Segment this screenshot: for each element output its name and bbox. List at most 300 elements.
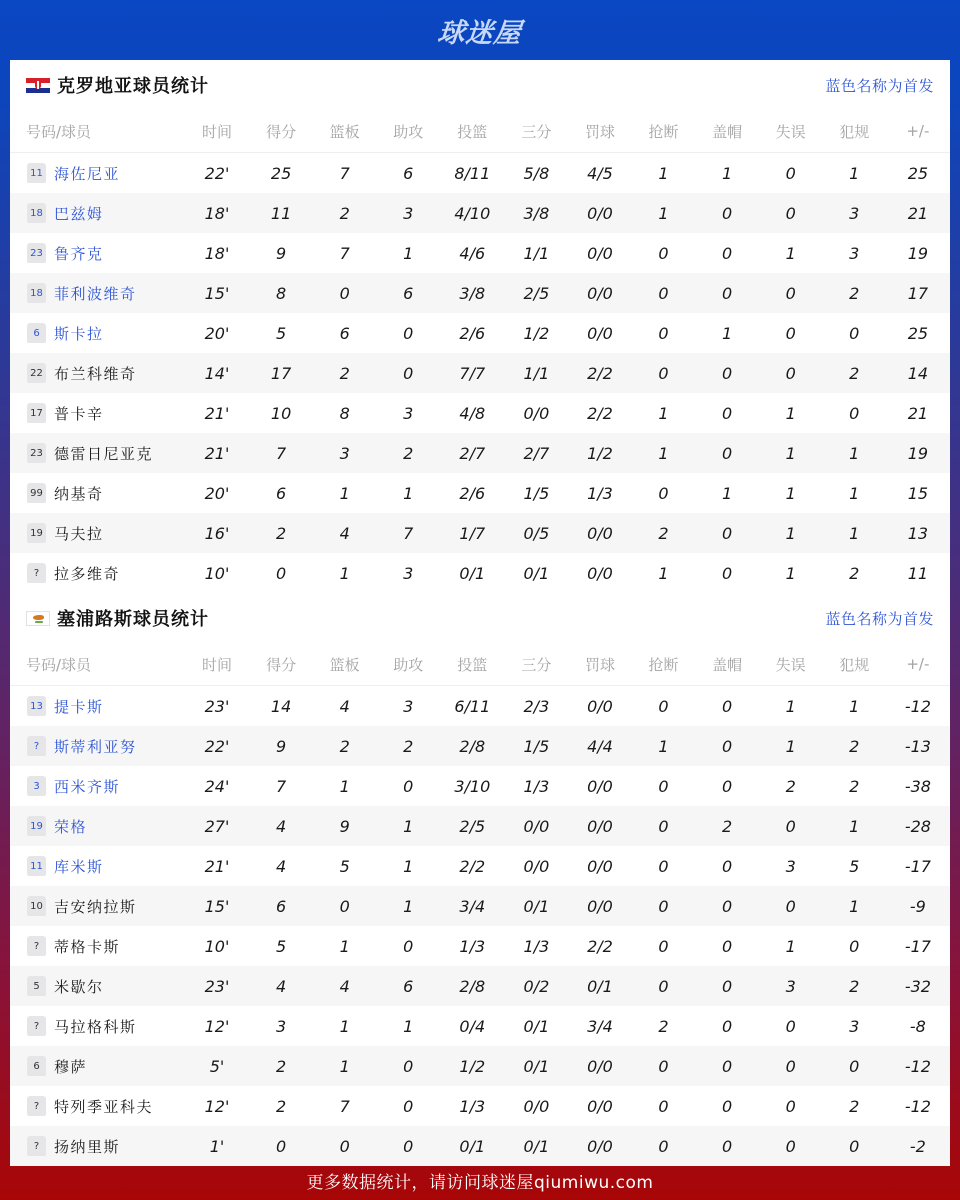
stat-turnovers: 1: [759, 433, 823, 473]
stat-turnovers: 0: [759, 353, 823, 393]
player-row[interactable]: [10, 1086, 950, 1126]
player-cell[interactable]: [10, 806, 185, 846]
stat-turnovers: 3: [759, 966, 823, 1006]
column-header-blocks: 盖帽: [696, 110, 759, 153]
player-row[interactable]: [10, 273, 950, 313]
stat-steals: 1: [658, 163, 669, 183]
player-name[interactable]: 德雷日尼亚克: [54, 444, 154, 463]
stat-steals: 0: [631, 806, 695, 846]
stat-three-pointers: 0/1: [504, 886, 568, 926]
player-name[interactable]: 马夫拉: [54, 524, 104, 543]
player-cell[interactable]: [10, 433, 185, 473]
column-header-three-pointers: 三分: [504, 643, 568, 686]
team-title: 塞浦路斯球员统计: [57, 609, 209, 630]
stat-points: 10: [270, 403, 292, 423]
stat-steals: 2: [658, 1016, 669, 1036]
player-name[interactable]: 特列季亚科夫: [54, 1097, 154, 1116]
stat-plus-minus: -13: [886, 726, 950, 766]
stat-three-pointers: 2/5: [504, 273, 568, 313]
stat-plus-minus: 21: [907, 403, 929, 423]
stat-field-goals: 3/10: [454, 776, 491, 796]
stat-blocks: 0: [696, 273, 759, 313]
player-name-starter[interactable]: 巴兹姆: [54, 204, 104, 223]
stat-plus-minus: 17: [886, 273, 950, 313]
stat-free-throws: 1/2: [568, 433, 631, 473]
player-cell[interactable]: [10, 766, 185, 806]
stat-plus-minus: 25: [907, 323, 929, 343]
stat-rebounds: 0: [313, 886, 376, 926]
stat-plus-minus: 19: [907, 243, 929, 263]
stat-rebounds: 1: [313, 1046, 376, 1086]
stat-blocks: 0: [722, 1096, 733, 1116]
stat-assists: 0: [403, 1096, 414, 1116]
stat-three-pointers: 1/1: [504, 353, 568, 393]
stat-minutes: 14': [185, 353, 249, 393]
stat-points: 14: [270, 696, 292, 716]
stat-turnovers: 0: [759, 1126, 823, 1166]
stat-points: 25: [270, 163, 292, 183]
stat-plus-minus: -2: [886, 1126, 950, 1166]
stat-plus-minus: -9: [886, 886, 950, 926]
jersey-number-icon: 19: [27, 816, 46, 836]
stat-assists: 1: [403, 483, 414, 503]
stat-steals: 0: [658, 323, 669, 343]
stat-steals: 1: [631, 193, 695, 233]
player-name-starter[interactable]: 库米斯: [54, 857, 104, 876]
stat-plus-minus: -8: [909, 1016, 926, 1036]
column-header-free-throws: 罚球: [568, 110, 631, 153]
stat-points: 0: [249, 1126, 313, 1166]
player-name[interactable]: 马拉格科斯: [54, 1017, 137, 1036]
stat-three-pointers: 0/0: [504, 806, 568, 846]
stat-turnovers: 0: [785, 1096, 796, 1116]
player-row[interactable]: [10, 966, 950, 1006]
player-row[interactable]: [10, 313, 950, 353]
player-name[interactable]: 扬纳里斯: [54, 1137, 121, 1156]
stat-steals: 0: [658, 483, 669, 503]
stat-points: 8: [249, 273, 313, 313]
stat-blocks: 0: [696, 353, 759, 393]
stat-plus-minus: 15: [907, 483, 929, 503]
stat-field-goals: 2/5: [440, 806, 504, 846]
column-header-turnovers: 失误: [759, 643, 823, 686]
stat-three-pointers: 0/1: [504, 1046, 568, 1086]
stat-field-goals: 2/6: [459, 323, 486, 343]
stat-turnovers: 0: [759, 886, 823, 926]
stat-free-throws: 3/4: [587, 1016, 613, 1036]
player-name[interactable]: 米歇尔: [54, 977, 104, 996]
player-name[interactable]: 蒂格卡斯: [54, 937, 121, 956]
stat-plus-minus: -38: [904, 776, 931, 796]
stat-assists: 2: [376, 433, 440, 473]
stat-blocks: 0: [696, 966, 759, 1006]
stat-three-pointers: 0/1: [523, 1016, 550, 1036]
stat-minutes: 22': [185, 726, 249, 766]
stats-card: [10, 60, 950, 1160]
column-header-points: 得分: [249, 643, 313, 686]
stat-turnovers: 1: [785, 403, 796, 423]
stat-free-throws: 2/2: [587, 403, 613, 423]
stat-turnovers: 0: [759, 193, 823, 233]
player-cell[interactable]: [10, 966, 185, 1006]
stat-points: 0: [275, 563, 287, 583]
player-name-starter[interactable]: 西米齐斯: [54, 777, 121, 796]
stat-field-goals: 3/8: [440, 273, 504, 313]
jersey-number-icon: 10: [27, 896, 46, 916]
stat-field-goals: 0/1: [459, 563, 486, 583]
stat-field-goals: 4/8: [459, 403, 486, 423]
stat-fouls: 0: [823, 1046, 886, 1086]
player-row[interactable]: [10, 513, 950, 553]
player-cell[interactable]: [10, 926, 185, 966]
stat-rebounds: 0: [313, 1126, 376, 1166]
stat-plus-minus: -12: [904, 696, 931, 716]
stat-free-throws: 1/3: [587, 483, 613, 503]
stat-three-pointers: 0/0: [523, 856, 550, 876]
stat-minutes: 21': [204, 856, 230, 876]
stat-rebounds: 5: [339, 856, 350, 876]
jersey-number-icon: 13: [27, 696, 46, 716]
stat-rebounds: 4: [339, 696, 350, 716]
player-name[interactable]: 拉多维奇: [54, 564, 121, 583]
stat-rebounds: 8: [339, 403, 350, 423]
stat-points: 17: [249, 353, 313, 393]
stat-turnovers: 0: [759, 806, 823, 846]
stat-blocks: 0: [722, 563, 733, 583]
section-header: [10, 60, 950, 110]
stat-fouls: 2: [823, 273, 886, 313]
stat-three-pointers: 1/3: [523, 776, 550, 796]
stat-fouls: 3: [849, 1016, 860, 1036]
stat-minutes: 18': [185, 193, 249, 233]
jersey-number-icon: 18: [27, 203, 46, 223]
site-logo[interactable]: 球迷屋: [436, 17, 524, 49]
stat-assists: 0: [376, 1046, 440, 1086]
stat-fouls: 2: [849, 776, 860, 796]
stat-fouls: 3: [849, 243, 860, 263]
stat-plus-minus: -17: [904, 936, 931, 956]
stat-field-goals: 2/8: [440, 726, 504, 766]
stat-plus-minus: 19: [886, 433, 950, 473]
player-name-starter[interactable]: 海佐尼亚: [54, 164, 121, 183]
column-header-field-goals: 投篮: [440, 110, 504, 153]
column-header-field-goals: 投篮: [440, 643, 504, 686]
stat-points: 6: [275, 483, 287, 503]
stat-free-throws: 4/5: [587, 163, 613, 183]
jersey-number-icon: 11: [27, 856, 46, 876]
jersey-number-icon: ?: [27, 1136, 46, 1156]
stat-minutes: 20': [204, 483, 230, 503]
stat-points: 9: [249, 726, 313, 766]
player-row[interactable]: [10, 1046, 950, 1086]
team-section-cyprus: [10, 593, 950, 1166]
stat-blocks: 0: [722, 776, 733, 796]
stat-rebounds: 9: [313, 806, 376, 846]
stat-turnovers: 1: [785, 563, 796, 583]
stat-blocks: 0: [696, 433, 759, 473]
team-title: 克罗地亚球员统计: [57, 76, 209, 97]
stat-assists: 0: [376, 353, 440, 393]
stat-steals: 0: [631, 1046, 695, 1086]
player-cell[interactable]: [10, 513, 185, 553]
stat-field-goals: 6/11: [454, 696, 491, 716]
stat-assists: 3: [403, 403, 414, 423]
stat-steals: 1: [631, 726, 695, 766]
stat-blocks: 0: [722, 243, 733, 263]
column-header-turnovers: 失误: [759, 110, 823, 153]
column-header-player: 号码/球员: [10, 110, 185, 153]
stat-free-throws: 0/0: [587, 856, 613, 876]
player-row[interactable]: [10, 153, 950, 194]
stat-fouls: 0: [849, 936, 860, 956]
stat-fouls: 2: [823, 726, 886, 766]
stat-free-throws: 2/2: [587, 936, 613, 956]
stat-three-pointers: 1/2: [523, 323, 550, 343]
player-stats-table: [10, 110, 950, 593]
stat-rebounds: 1: [339, 563, 350, 583]
stat-blocks: 0: [722, 936, 733, 956]
stat-three-pointers: 1/1: [523, 243, 550, 263]
stat-minutes: 15': [185, 886, 249, 926]
player-row[interactable]: [10, 193, 950, 233]
stat-rebounds: 2: [313, 353, 376, 393]
stat-turnovers: 0: [785, 323, 796, 343]
stat-turnovers: 1: [785, 243, 796, 263]
player-cell[interactable]: [10, 353, 185, 393]
stat-field-goals: 2/2: [459, 856, 486, 876]
stat-assists: 7: [376, 513, 440, 553]
stat-field-goals: 7/7: [440, 353, 504, 393]
player-name[interactable]: 纳基奇: [54, 484, 104, 503]
player-row[interactable]: [10, 926, 950, 966]
jersey-number-icon: 6: [27, 323, 46, 343]
player-name-starter[interactable]: 提卡斯: [54, 697, 104, 716]
column-header-plus-minus: +/-: [886, 110, 950, 153]
stat-assists: 3: [403, 563, 414, 583]
jersey-number-icon: 23: [27, 243, 46, 263]
stat-fouls: 2: [823, 353, 886, 393]
stat-three-pointers: 1/3: [523, 936, 550, 956]
stat-rebounds: 7: [339, 243, 350, 263]
stat-points: 4: [249, 806, 313, 846]
jersey-number-icon: 5: [27, 976, 46, 996]
player-row[interactable]: [10, 806, 950, 846]
stat-field-goals: 1/3: [459, 1096, 486, 1116]
jersey-number-icon: 11: [27, 163, 46, 183]
stat-rebounds: 4: [313, 513, 376, 553]
stat-field-goals: 1/7: [440, 513, 504, 553]
stat-points: 7: [249, 433, 313, 473]
stat-minutes: 20': [204, 323, 230, 343]
stat-minutes: 10': [204, 563, 230, 583]
player-cell[interactable]: [10, 153, 185, 194]
stat-points: 4: [275, 856, 287, 876]
player-cell[interactable]: [10, 1086, 185, 1126]
player-cell[interactable]: [10, 1046, 185, 1086]
stat-plus-minus: -12: [886, 1046, 950, 1086]
player-cell[interactable]: [10, 193, 185, 233]
player-stats-table: [10, 643, 950, 1166]
player-row[interactable]: [10, 553, 950, 593]
stat-blocks: 0: [696, 1046, 759, 1086]
stat-assists: 2: [376, 726, 440, 766]
footer-link-text[interactable]: 更多数据统计，请访问球迷屋qiumiwu.com: [306, 1172, 654, 1193]
stat-free-throws: 0/0: [587, 776, 613, 796]
player-row[interactable]: [10, 353, 950, 393]
stat-points: 2: [249, 513, 313, 553]
stat-steals: 0: [631, 353, 695, 393]
player-cell[interactable]: [10, 846, 185, 886]
starter-legend: 蓝色名称为首发: [825, 609, 934, 628]
column-header-rebounds: 篮板: [313, 110, 376, 153]
player-name-starter[interactable]: 鲁齐克: [54, 244, 104, 263]
stat-three-pointers: 0/5: [504, 513, 568, 553]
stat-minutes: 21': [204, 403, 230, 423]
stat-field-goals: 2/6: [459, 483, 486, 503]
stat-field-goals: 3/4: [440, 886, 504, 926]
player-cell[interactable]: [10, 686, 185, 727]
stat-steals: 0: [631, 273, 695, 313]
stat-fouls: 1: [849, 163, 860, 183]
stat-steals: 0: [631, 966, 695, 1006]
stat-assists: 3: [403, 696, 414, 716]
stat-turnovers: 1: [759, 726, 823, 766]
stat-assists: 1: [403, 243, 414, 263]
stat-three-pointers: 0/1: [523, 563, 550, 583]
cyprus-flag-icon: [26, 611, 50, 626]
player-cell[interactable]: [10, 393, 185, 433]
stat-assists: 0: [376, 1126, 440, 1166]
jersey-number-icon: 19: [27, 523, 46, 543]
stat-turnovers: 3: [785, 856, 796, 876]
stat-assists: 3: [376, 193, 440, 233]
player-row[interactable]: [10, 726, 950, 766]
player-row[interactable]: [10, 846, 950, 886]
stat-plus-minus: 21: [886, 193, 950, 233]
player-row[interactable]: [10, 886, 950, 926]
jersey-number-icon: 99: [27, 483, 46, 503]
stat-plus-minus: -17: [904, 856, 931, 876]
jersey-number-icon: 17: [27, 403, 46, 423]
player-cell[interactable]: [10, 313, 185, 353]
player-name-starter[interactable]: 菲利波维奇: [54, 284, 137, 303]
stat-points: 2: [249, 1046, 313, 1086]
stat-field-goals: 4/6: [459, 243, 486, 263]
team-section-croatia: [10, 60, 950, 593]
stat-plus-minus: 14: [886, 353, 950, 393]
stat-free-throws: 0/0: [587, 323, 613, 343]
stat-fouls: 2: [823, 966, 886, 1006]
column-header-free-throws: 罚球: [568, 643, 631, 686]
stat-minutes: 23': [185, 966, 249, 1006]
player-cell[interactable]: [10, 726, 185, 766]
player-row[interactable]: [10, 393, 950, 433]
stat-rebounds: 6: [339, 323, 350, 343]
column-header-player: 号码/球员: [10, 643, 185, 686]
player-cell[interactable]: [10, 553, 185, 593]
stat-field-goals: 0/1: [440, 1126, 504, 1166]
jersey-number-icon: ?: [27, 563, 46, 583]
stat-rebounds: 1: [339, 776, 350, 796]
stat-free-throws: 0/0: [587, 243, 613, 263]
stat-free-throws: 0/0: [568, 273, 631, 313]
player-name-starter[interactable]: 斯卡拉: [54, 324, 104, 343]
stat-blocks: 1: [722, 163, 733, 183]
stat-steals: 0: [658, 1096, 669, 1116]
stat-field-goals: 2/8: [440, 966, 504, 1006]
column-header-steals: 抢断: [631, 643, 695, 686]
stat-field-goals: 0/4: [459, 1016, 486, 1036]
stat-three-pointers: 1/5: [504, 726, 568, 766]
player-row[interactable]: [10, 766, 950, 806]
jersey-number-icon: ?: [27, 1016, 46, 1036]
stat-plus-minus: 11: [907, 563, 929, 583]
stat-assists: 0: [403, 936, 414, 956]
stat-rebounds: 1: [339, 483, 350, 503]
column-header-assists: 助攻: [376, 110, 440, 153]
stat-minutes: 15': [185, 273, 249, 313]
player-name[interactable]: 吉安纳拉斯: [54, 897, 137, 916]
stat-turnovers: 0: [759, 1046, 823, 1086]
stat-free-throws: 2/2: [568, 353, 631, 393]
player-name[interactable]: 普卡辛: [54, 404, 104, 423]
column-header-blocks: 盖帽: [696, 643, 759, 686]
stat-steals: 2: [631, 513, 695, 553]
stat-blocks: 0: [722, 403, 733, 423]
player-cell[interactable]: [10, 273, 185, 313]
stat-field-goals: 1/3: [459, 936, 486, 956]
stat-field-goals: 4/10: [440, 193, 504, 233]
player-cell[interactable]: [10, 473, 185, 513]
stat-assists: 6: [376, 273, 440, 313]
stat-field-goals: 1/2: [440, 1046, 504, 1086]
player-name[interactable]: 布兰科维奇: [54, 364, 137, 383]
stat-rebounds: 3: [313, 433, 376, 473]
stat-blocks: 0: [696, 193, 759, 233]
player-row[interactable]: [10, 433, 950, 473]
stat-points: 5: [275, 936, 287, 956]
stat-steals: 0: [658, 776, 669, 796]
stat-turnovers: 2: [785, 776, 796, 796]
stat-rebounds: 2: [313, 726, 376, 766]
player-row[interactable]: [10, 686, 950, 727]
stat-free-throws: 4/4: [568, 726, 631, 766]
column-header-minutes: 时间: [185, 110, 249, 153]
section-title: [26, 72, 209, 98]
player-cell[interactable]: [10, 886, 185, 926]
stat-blocks: 1: [722, 483, 733, 503]
player-row[interactable]: [10, 1006, 950, 1046]
player-cell[interactable]: [10, 1006, 185, 1046]
player-name-starter[interactable]: 荣格: [54, 817, 88, 836]
player-row[interactable]: [10, 473, 950, 513]
stat-minutes: 27': [185, 806, 249, 846]
stat-minutes: 12': [204, 1096, 230, 1116]
column-header-three-pointers: 三分: [504, 110, 568, 153]
stat-steals: 0: [658, 856, 669, 876]
stat-steals: 0: [658, 696, 669, 716]
player-name[interactable]: 穆萨: [54, 1057, 88, 1076]
stat-free-throws: 0/0: [587, 1096, 613, 1116]
player-name-starter[interactable]: 斯蒂利亚努: [54, 737, 137, 756]
table-header-row: [10, 643, 950, 686]
stat-blocks: 0: [722, 696, 733, 716]
player-row[interactable]: [10, 233, 950, 273]
starter-legend: 蓝色名称为首发: [825, 76, 934, 95]
stat-minutes: 23': [204, 696, 230, 716]
stat-steals: 1: [658, 403, 669, 423]
player-cell[interactable]: [10, 233, 185, 273]
